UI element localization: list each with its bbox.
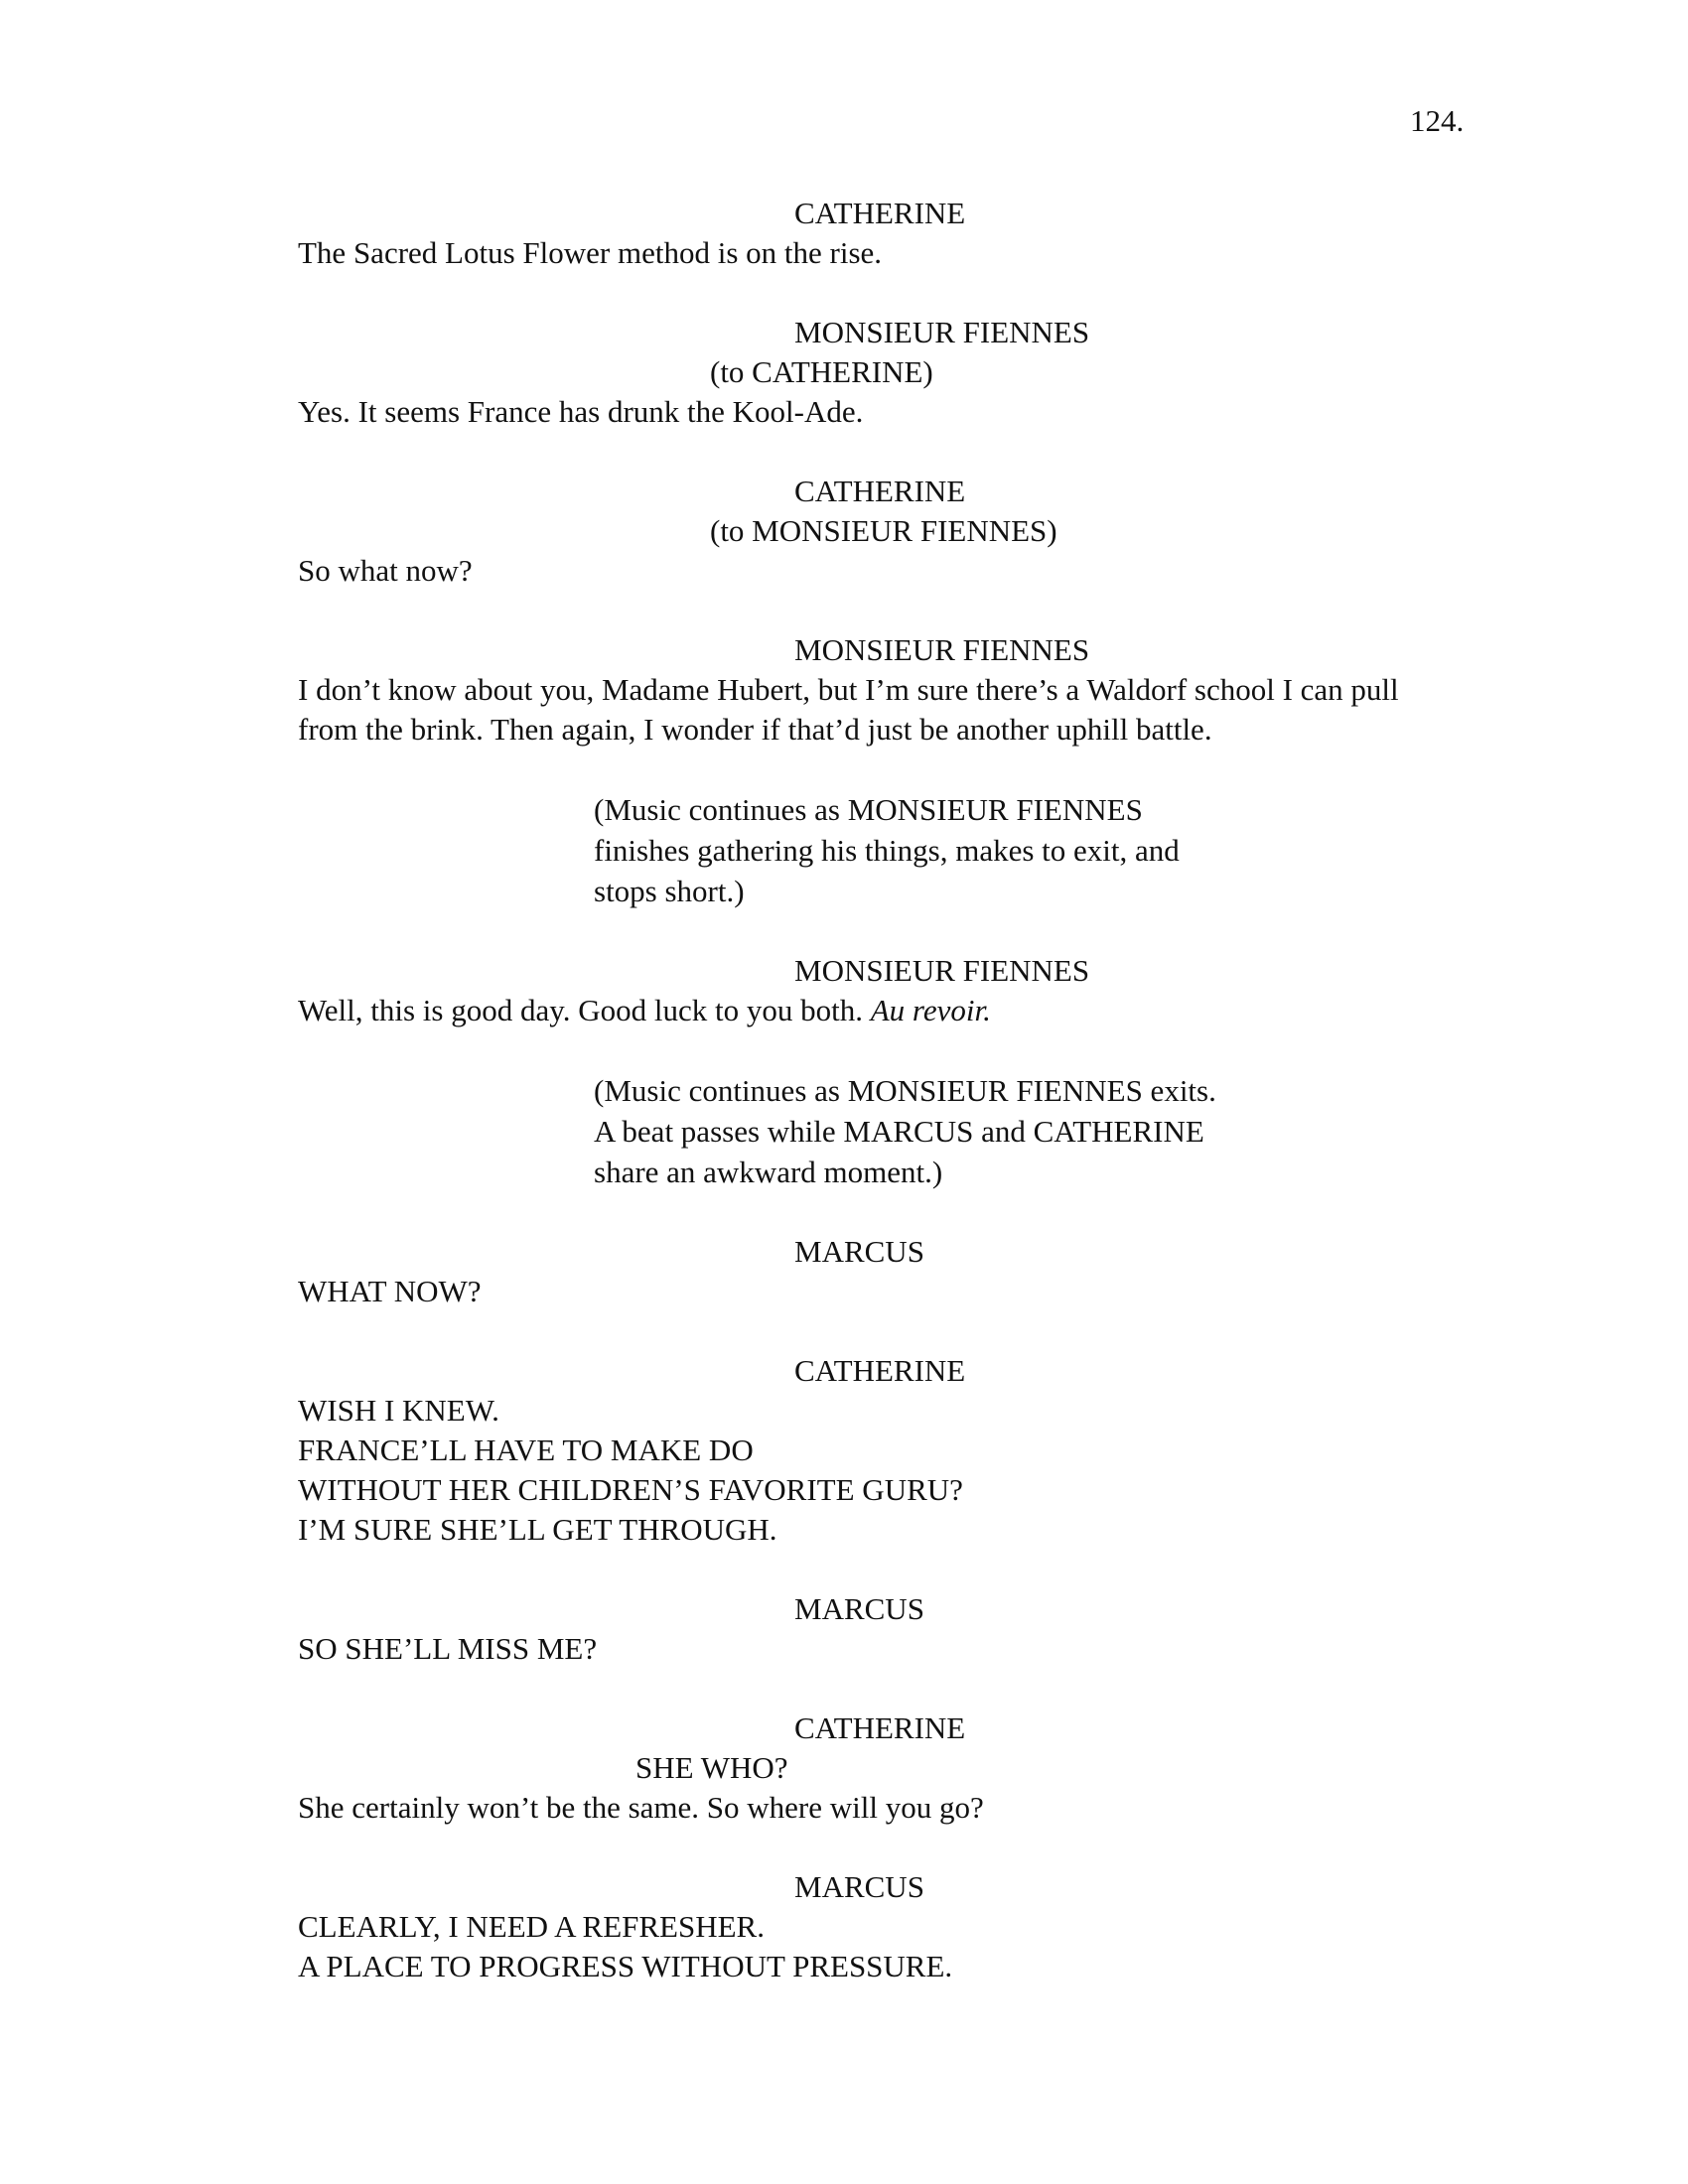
spacer	[298, 591, 1509, 630]
page-number: 124.	[1410, 103, 1465, 138]
dialogue-line: from the brink. Then again, I wonder if that’d just be another uphill battle.	[298, 712, 1212, 747]
sung-interjection: SHE WHO?	[635, 1750, 788, 1785]
spacer	[298, 1550, 1509, 1589]
dialogue-line: WHAT NOW?	[298, 1274, 482, 1308]
dialogue-line: So what now?	[298, 553, 473, 588]
spacer	[298, 750, 1509, 789]
stage-direction: A beat passes while MARCUS and CATHERINE	[594, 1114, 1204, 1149]
character-name: CATHERINE	[794, 474, 966, 508]
lyric-line: WISH I KNEW.	[298, 1393, 499, 1428]
character-name: MONSIEUR FIENNES	[794, 315, 1090, 349]
lyric-line: CLEARLY, I NEED A REFRESHER.	[298, 1909, 765, 1944]
spacer	[298, 1311, 1509, 1351]
spacer	[298, 273, 1509, 313]
spacer	[298, 432, 1509, 472]
parenthetical: (to MONSIEUR FIENNES)	[710, 513, 1057, 548]
lyric-line: FRANCE’LL HAVE TO MAKE DO	[298, 1433, 754, 1467]
character-name: CATHERINE	[794, 1353, 966, 1388]
character-name: CATHERINE	[794, 1710, 966, 1745]
stage-direction: share an awkward moment.)	[594, 1155, 943, 1189]
character-name: MARCUS	[794, 1234, 924, 1269]
dialogue-line	[298, 991, 1509, 1030]
character-name: CATHERINE	[794, 196, 966, 230]
dialogue-text: Well, this is good day. Good luck to you both.	[298, 993, 871, 1027]
spacer	[298, 1828, 1509, 1867]
lyric-line: WITHOUT HER CHILDREN’S FAVORITE GURU?	[298, 1472, 963, 1507]
stage-direction: finishes gathering his things, makes to exit, and	[594, 833, 1180, 868]
character-name: MONSIEUR FIENNES	[794, 632, 1090, 667]
stage-direction: (Music continues as MONSIEUR FIENNES exits.	[594, 1073, 1216, 1108]
lyric-line: A PLACE TO PROGRESS WITHOUT PRESSURE.	[298, 1949, 953, 1983]
character-name: MARCUS	[794, 1591, 924, 1626]
dialogue-line: She certainly won’t be the same. So where will you go?	[298, 1790, 984, 1825]
character-name: MONSIEUR FIENNES	[794, 953, 1090, 988]
lyric-line: SO SHE’LL MISS ME?	[298, 1631, 598, 1666]
spacer	[298, 1030, 1509, 1070]
dialogue-line: I don’t know about you, Madame Hubert, but I’m sure there’s a Waldorf school I can pull	[298, 672, 1399, 707]
dialogue-line: The Sacred Lotus Flower method is on the rise.	[298, 235, 883, 270]
character-name: MARCUS	[794, 1869, 924, 1904]
dialogue-italic-text: Au revoir.	[870, 993, 991, 1027]
spacer	[298, 1192, 1509, 1232]
dialogue-line: Yes. It seems France has drunk the Kool-Ade.	[298, 394, 864, 429]
spacer	[298, 1669, 1509, 1708]
lyric-line: I’M SURE SHE’LL GET THROUGH.	[298, 1512, 777, 1547]
stage-direction: (Music continues as MONSIEUR FIENNES	[594, 792, 1143, 827]
stage-direction: stops short.)	[594, 874, 745, 908]
spacer	[298, 911, 1509, 951]
parenthetical: (to CATHERINE)	[710, 354, 933, 389]
script-page-body	[298, 194, 1509, 1986]
